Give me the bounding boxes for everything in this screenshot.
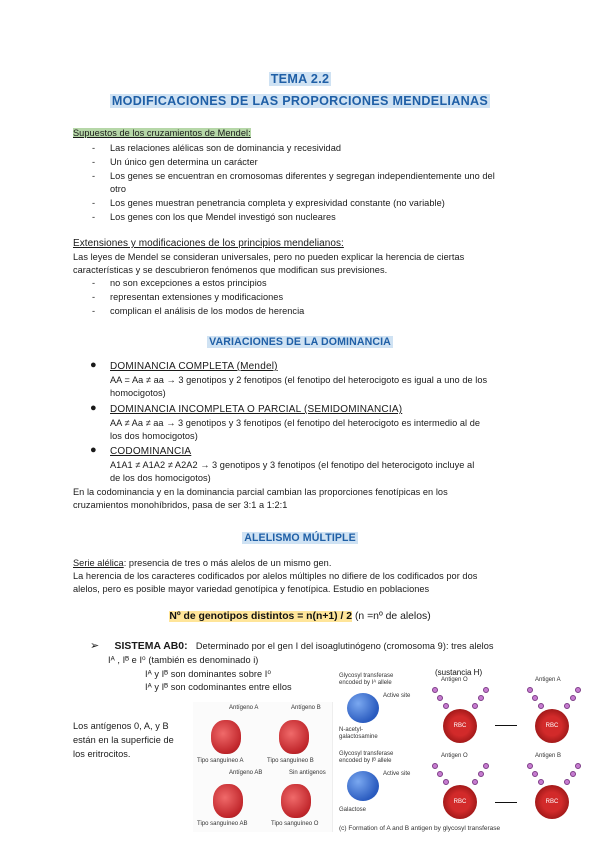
list-item: Los genes con los que Mendel investigó son nucleares [110, 212, 336, 222]
alelismo-paragraph-line: alelos, pero es posible mayor variedad genotípica y fenotípica. Estudio en poblaciones [73, 584, 430, 594]
ab0-alleles-line: Iᴬ , Iᴮ e I⁰ (también es denominado i) [108, 655, 259, 665]
serie-alelica-term: Serie alélica [73, 558, 124, 568]
label-enzyme-b: Glycosyl transferase encoded by Iᴮ allele [339, 751, 394, 764]
rbc-cell: RBC [443, 785, 477, 819]
extensiones-list [0, 277, 600, 322]
label-type-b: Tipo sanguíneo B [267, 758, 314, 764]
page-subtitle: MODIFICACIONES DE LAS PROPORCIONES MENDELIANAS [111, 94, 489, 108]
ab0-rule-line: Iᴬ y Iᴮ son dominantes sobre I⁰ [145, 669, 272, 679]
arrow-line [495, 725, 517, 726]
red-cell-type-o [281, 784, 311, 818]
title-block [0, 70, 600, 88]
list-item: Un único gen determina un carácter [110, 157, 258, 167]
label-antigen-a-right: Antigen A [535, 677, 561, 683]
extensiones-paragraph-line: características y se descubrieron fenómenos que modifican sus previsiones. [73, 265, 388, 275]
supuestos-heading-text: Supuestos de los cruzamientos de Mendel: [73, 128, 251, 138]
list-item-continuation: otro [110, 184, 127, 194]
dominancia-heading-block [0, 332, 600, 350]
label-antigen-o-bottom: Antigen O [441, 753, 468, 759]
list-item: Las relaciones alélicas son de dominancia y recesividad [110, 143, 342, 153]
label-sustancia-h: (sustancia H) [435, 668, 483, 677]
figure-caption: (c) Formation of A and B antigen by glycosyl transferase [339, 825, 501, 832]
label-type-a: Tipo sanguíneo A [197, 758, 244, 764]
arrow-bullet-icon: ➢ [90, 640, 100, 652]
label-active-site: Active site [383, 693, 411, 699]
red-cell-type-b [279, 720, 309, 754]
dash-bullet: - [92, 157, 96, 167]
subtitle-block [0, 92, 600, 110]
serie-alelica-line [73, 557, 331, 570]
label-galactose: Galactose [339, 807, 367, 813]
section-heading-dominancia: VARIACIONES DE LA DOMINANCIA [209, 336, 391, 348]
formula-note: (n =nº de alelos) [352, 611, 431, 622]
supuestos-heading [73, 127, 251, 140]
dash-bullet: - [92, 292, 96, 302]
page-title: TEMA 2.2 [270, 72, 330, 86]
label-antigen-b: Antígeno B [291, 705, 321, 711]
dominancia-item-line: los dos homocigotos) [110, 431, 198, 441]
dominancia-note-line: En la codominancia y en la dominancia parcial cambian las proporciones fenotípicas en los [73, 487, 448, 497]
dominancia-note-line: cruzamientos monohíbridos, pasa de ser 3:1 a 1:2:1 [73, 500, 288, 510]
arrow-line [495, 802, 517, 803]
genotype-formula: Nº de genotipos distintos = n(n+1) / 2 [169, 611, 353, 622]
watermark [546, 804, 547, 810]
list-item: Los genes se encuentran en cromosomas diferentes y segregan independientemente uno del [110, 171, 495, 181]
formula-line [0, 610, 600, 624]
dominancia-list [0, 360, 600, 490]
ab0-description: Determinado por el gen I del isoaglutinógeno (cromosoma 9): tres alelos [195, 641, 494, 651]
list-item: no son excepciones a estos principios [110, 278, 267, 288]
label-type-ab: Tipo sanguíneo AB [197, 821, 248, 827]
label-antigen-o-top: Antigen O [441, 677, 468, 683]
label-nag: N-acetyl-galactosamine [339, 727, 378, 740]
enzyme-b-shape [347, 771, 379, 801]
bullet-dot: ● [90, 359, 97, 371]
ab0-rule-line: Iᴬ y Iᴮ son codominantes entre ellos [145, 682, 292, 692]
red-cell-type-ab [213, 784, 243, 818]
extensiones-heading: Extensiones y modificaciones de los principios mendelianos: [73, 238, 344, 249]
rbc-cell: RBC [535, 709, 569, 743]
dominancia-item-line: de los dos homocigotos) [110, 473, 211, 483]
dash-bullet: - [92, 198, 96, 208]
rbc-cell: RBC [535, 785, 569, 819]
ab0-heading: SISTEMA AB0: [114, 641, 188, 652]
label-antigen-a: Antígeno A [229, 705, 259, 711]
dash-bullet: - [92, 306, 96, 316]
label-antigen-ab: Antígeno AB [229, 770, 263, 776]
list-item: representan extensiones y modificaciones [110, 292, 284, 302]
label-type-o: Tipo sanguíneo O [271, 821, 319, 827]
rbc-cell: RBC [443, 709, 477, 743]
bullet-dot: ● [90, 402, 97, 414]
label-no-antigen: Sin antígenos [289, 770, 326, 776]
dominancia-item-line: A1A1 ≠ A1A2 ≠ A2A2 → 3 genotipos y 3 fenotipos (el fenotipo del heterocigoto incluye al [110, 460, 475, 470]
antigen-note-line: Los antígenos 0, A, y B [73, 721, 169, 731]
antigen-note-line: están en la superficie de [73, 735, 174, 745]
label-enzyme-a: Glycosyl transferase encoded by Iᴬ allele [339, 673, 394, 686]
list-item: Los genes muestran penetrancia completa y expresividad constante (no variable) [110, 198, 445, 208]
red-cell-type-a [211, 720, 241, 754]
dominancia-item-title: DOMINANCIA COMPLETA (Mendel) [110, 361, 278, 372]
dash-bullet: - [92, 278, 96, 288]
alelismo-paragraph-line: La herencia de los caracteres codificados por alelos múltiples no difiere de los codificados por dos [73, 571, 478, 581]
dominancia-item-line: AA ≠ Aa ≠ aa → 3 genotipos y 3 fenotipos (el fenotipo del heterocigoto es intermedio al de [110, 418, 481, 428]
ab0-heading-line [90, 640, 494, 653]
glycosyl-transferase-figure [335, 665, 585, 835]
alelismo-heading-block [0, 528, 600, 546]
dominancia-item-line: AA = Aa ≠ aa → 3 genotipos y 2 fenotipos (el fenotipo del heterocigoto es igual a uno de los [110, 375, 488, 385]
enzyme-a-shape [347, 693, 379, 723]
serie-alelica-definition: : presencia de tres o más alelos de un mismo gen. [123, 558, 332, 568]
extensiones-paragraph-line: Las leyes de Mendel se consideran universales, pero no pueden explicar la herencia de ciertas [73, 252, 465, 262]
section-heading-alelismo: ALELISMO MÚLTIPLE [244, 532, 356, 544]
label-active-site: Active site [383, 771, 411, 777]
dash-bullet: - [92, 212, 96, 222]
dash-bullet: - [92, 143, 96, 153]
blood-types-figure [193, 702, 333, 832]
supuestos-list [0, 140, 600, 230]
antigen-note-line: los eritrocitos. [73, 749, 131, 759]
bullet-dot: ● [90, 444, 97, 456]
list-item: complican el análisis de los modos de herencia [110, 306, 305, 316]
dominancia-item-title: CODOMINANCIA [110, 446, 192, 457]
dominancia-item-line: homocigotos) [110, 388, 166, 398]
label-antigen-b-right: Antigen B [535, 753, 562, 759]
dash-bullet: - [92, 171, 96, 181]
dominancia-item-title: DOMINANCIA INCOMPLETA O PARCIAL (SEMIDOMINANCIA) [110, 404, 403, 415]
